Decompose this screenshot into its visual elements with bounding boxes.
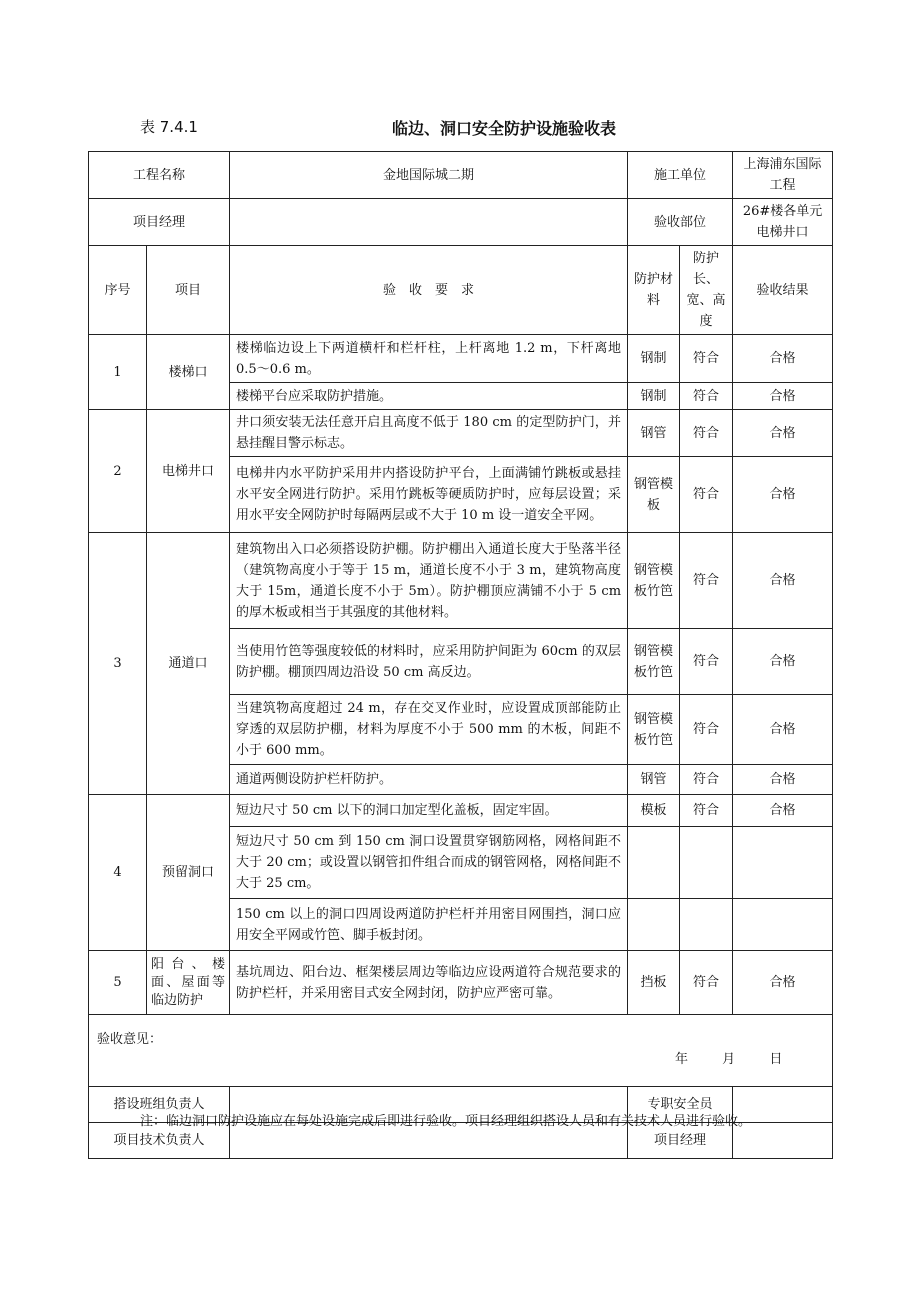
table-row	[89, 795, 833, 827]
material-cell: 钢管模板竹笆	[628, 695, 680, 765]
group-no: 1	[89, 335, 147, 410]
group-item: 阳台、楼面、屋面等临边防护	[147, 951, 230, 1015]
col-result-header: 验收结果	[733, 246, 833, 335]
requirement-text: 短边尺寸 50 cm 到 150 cm 洞口设置贯穿钢筋网格，网格间距不大于 20 cm；或设置以钢管扣件组合而成的钢管网格，网格间距不大于 25 cm。	[230, 827, 628, 899]
project-name-value: 金地国际城二期	[230, 152, 628, 199]
requirement-text: 150 cm 以上的洞口四周设两道防护栏杆并用密目网围挡，洞口应用安全平网或竹笆、脚手板封闭。	[230, 899, 628, 951]
dimension-cell: 符合	[680, 795, 733, 827]
group-item: 通道口	[147, 533, 230, 795]
table-header	[0, 116, 920, 140]
dimension-cell: 符合	[680, 410, 733, 457]
material-cell: 钢管模板竹笆	[628, 533, 680, 629]
remarks-cell	[89, 1015, 833, 1087]
result-cell: 合格	[733, 457, 833, 533]
material-cell	[628, 827, 680, 899]
project-name-label: 工程名称	[89, 152, 230, 199]
material-cell: 钢管模板	[628, 457, 680, 533]
manager-label: 项目经理	[89, 199, 230, 246]
col-requirements-header: 验 收 要 求	[230, 246, 628, 335]
group-no: 3	[89, 533, 147, 795]
material-cell: 钢管模板竹笆	[628, 629, 680, 695]
requirement-text: 当使用竹笆等强度较低的材料时，应采用防护间距为 60cm 的双层防护棚。棚顶四周边沿设 50 cm 高反边。	[230, 629, 628, 695]
group-item: 预留洞口	[147, 795, 230, 951]
table-row	[89, 951, 833, 1015]
group-item: 电梯井口	[147, 410, 230, 533]
requirement-text: 井口须安装无法任意开启且高度不低于 180 cm 的定型防护门，并悬挂醒目警示标志。	[230, 410, 628, 457]
footnote: 注：临边洞口防护设施应在每处设施完成后即进行验收。项目经理组织搭设人员和有关技术人员进行验收。	[140, 1114, 752, 1129]
remarks-row	[89, 1015, 833, 1087]
tech-lead-label: 项目技术负责人	[89, 1123, 230, 1159]
col-item-header: 项目	[147, 246, 230, 335]
dimension-cell: 符合	[680, 695, 733, 765]
group-no: 4	[89, 795, 147, 951]
requirement-text: 建筑物出入口必须搭设防护棚。防护棚出入通道长度大于坠落半径（建筑物高度小于等于 15 m，通道长度不小于 3 m，建筑物高度大于 15m，通道长度不小于 5m）。防护棚顶应满铺不小于 5 cm 的厚木板或相当于其强度的其他材料。	[230, 533, 628, 629]
table-title: 临边、洞口安全防护设施验收表	[392, 119, 617, 138]
table-number: 表 7.4.1	[140, 118, 198, 136]
table-row	[89, 533, 833, 629]
requirement-text: 当建筑物高度超过 24 m，存在交叉作业时，应设置成顶部能防止穿透的双层防护棚，材料为厚度不小于 500 mm 的木板，间距不小于 600 mm。	[230, 695, 628, 765]
group-no: 5	[89, 951, 147, 1015]
safety-officer-label: 专职安全员	[628, 1087, 733, 1123]
result-cell: 合格	[733, 695, 833, 765]
manager-value	[230, 199, 628, 246]
contractor-label: 施工单位	[628, 152, 733, 199]
result-cell: 合格	[733, 533, 833, 629]
material-cell: 模板	[628, 795, 680, 827]
material-cell: 挡板	[628, 951, 680, 1015]
dimension-cell	[680, 899, 733, 951]
remarks-date	[675, 1049, 812, 1070]
result-cell: 合格	[733, 383, 833, 410]
date-year: 年	[675, 1052, 689, 1067]
date-month: 月	[722, 1052, 736, 1067]
dimension-cell	[680, 827, 733, 899]
requirement-text: 楼梯平台应采取防护措施。	[230, 383, 628, 410]
dimension-cell: 符合	[680, 629, 733, 695]
col-dimension-header: 防护长、宽、高度	[680, 246, 733, 335]
dimension-cell: 符合	[680, 457, 733, 533]
contractor-value: 上海浦东国际工程	[733, 152, 833, 199]
dimension-cell: 符合	[680, 951, 733, 1015]
location-value: 26#楼各单元电梯井口	[733, 199, 833, 246]
requirement-text: 楼梯临边设上下两道横杆和栏杆柱，上杆离地 1.2 m，下杆离地 0.5～0.6 m。	[230, 335, 628, 383]
material-cell: 钢管	[628, 410, 680, 457]
result-cell: 合格	[733, 335, 833, 383]
table-row	[89, 335, 833, 383]
col-no-header: 序号	[89, 246, 147, 335]
result-cell	[733, 827, 833, 899]
dimension-cell: 符合	[680, 765, 733, 795]
requirement-text: 通道两侧设防护栏杆防护。	[230, 765, 628, 795]
dimension-cell: 符合	[680, 533, 733, 629]
group-no: 2	[89, 410, 147, 533]
pm-signature-label: 项目经理	[628, 1123, 733, 1159]
requirement-text: 基坑周边、阳台边、框架楼层周边等临边应设两道符合规范要求的防护栏杆，并采用密目式安全网封闭，防护应严密可靠。	[230, 951, 628, 1015]
material-cell: 钢制	[628, 335, 680, 383]
inspection-table	[88, 151, 833, 1159]
material-cell: 钢管	[628, 765, 680, 795]
requirement-text: 电梯井内水平防护采用井内搭设防护平台，上面满铺竹跳板或悬挂水平安全网进行防护。采用竹跳板等硬质防护时，应每层设置；采用水平安全网防护时每隔两层或不大于 10 m 设一道安全平网。	[230, 457, 628, 533]
remarks-label: 验收意见：	[97, 1032, 163, 1047]
location-label: 验收部位	[628, 199, 733, 246]
col-material-header: 防护材料	[628, 246, 680, 335]
result-cell: 合格	[733, 410, 833, 457]
group-item: 楼梯口	[147, 335, 230, 410]
result-cell: 合格	[733, 951, 833, 1015]
requirement-text: 短边尺寸 50 cm 以下的洞口加定型化盖板，固定牢固。	[230, 795, 628, 827]
result-cell: 合格	[733, 629, 833, 695]
date-day: 日	[769, 1052, 783, 1067]
result-cell: 合格	[733, 765, 833, 795]
dimension-cell: 符合	[680, 383, 733, 410]
team-leader-label: 搭设班组负责人	[89, 1087, 230, 1123]
result-cell: 合格	[733, 795, 833, 827]
material-cell: 钢制	[628, 383, 680, 410]
material-cell	[628, 899, 680, 951]
result-cell	[733, 899, 833, 951]
table-row	[89, 410, 833, 457]
dimension-cell: 符合	[680, 335, 733, 383]
